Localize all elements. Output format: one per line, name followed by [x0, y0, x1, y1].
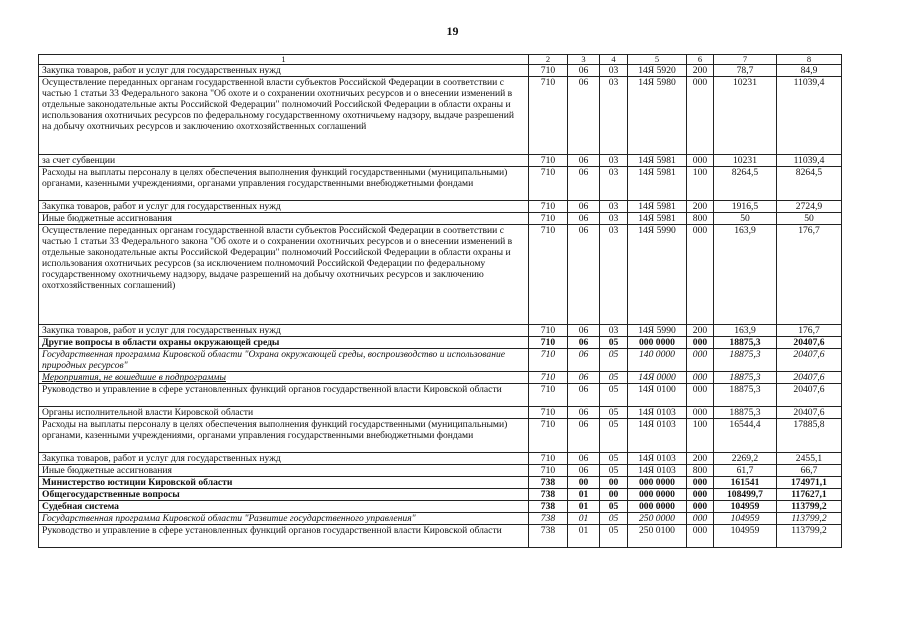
- row-code-section: 06: [568, 337, 600, 349]
- row-code-subsection: 03: [600, 201, 628, 213]
- row-amount-year1: 161541: [714, 477, 777, 489]
- table-row: [39, 167, 842, 201]
- row-amount-year2: 174971,1: [777, 477, 842, 489]
- row-description-text: Расходы на выплаты персоналу в целях обеспечения выполнения функций государственными (муниципальными) органами, казенными учреждениями, органами управления государственными внебюджетными фондами: [42, 167, 508, 189]
- row-amount-year1: 10231: [714, 155, 777, 167]
- row-code-ministry: 710: [529, 213, 568, 225]
- table-row: [39, 155, 842, 167]
- row-code-ministry: 738: [529, 513, 568, 525]
- row-description-text: Другие вопросы в области охраны окружающей среды: [42, 337, 280, 348]
- row-code-target: 000 0000: [628, 501, 687, 513]
- row-description-text: Иные бюджетные ассигнования: [42, 213, 172, 224]
- row-code-target: 14Я 5920: [628, 65, 687, 77]
- row-code-type: 200: [687, 201, 714, 213]
- row-amount-year2: 2455,1: [777, 453, 842, 465]
- row-code-ministry: 710: [529, 419, 568, 453]
- row-description-text: Судебная система: [42, 501, 119, 512]
- row-description-text: Расходы на выплаты персоналу в целях обеспечения выполнения функций государственными (муниципальными) органами, казенными учреждениями, органами управления государственными внебюджетными фондами: [42, 419, 508, 441]
- row-code-subsection: 05: [600, 525, 628, 548]
- table-row: [39, 477, 842, 489]
- row-code-subsection: 05: [600, 372, 628, 384]
- row-amount-year1: 18875,3: [714, 349, 777, 372]
- row-code-type: 000: [687, 501, 714, 513]
- row-description-text: Закупка товаров, работ и услуг для государственных нужд: [42, 201, 281, 212]
- row-code-target: 14Я 5980: [628, 77, 687, 155]
- row-code-ministry: 710: [529, 349, 568, 372]
- table-row: [39, 465, 842, 477]
- table-row: [39, 213, 842, 225]
- row-description-text: Осуществление переданных органам государственной власти субъектов Российской Федерации в соответствии с частью 1 статьи 33 Федерального закона "Об охоте и о сохранении охотничьих ресурсов и о внесении изменений в отдельные законодательные акты Российской Федерации" полномочий Российской Федерации в области охраны и использования охотничьих ресурсов по федеральному государственному охотничьему надзору, выдаче разрешений на добычу охотничьих ресурсов и заключению охотхозяйственных соглашений: [42, 77, 514, 132]
- row-code-type: 000: [687, 337, 714, 349]
- row-code-subsection: 03: [600, 77, 628, 155]
- row-code-type: 000: [687, 77, 714, 155]
- row-amount-year2: 2724,9: [777, 201, 842, 213]
- table-row: [39, 501, 842, 513]
- row-description: [39, 501, 529, 513]
- row-amount-year2: 20407,6: [777, 407, 842, 419]
- row-amount-year2: 20407,6: [777, 337, 842, 349]
- row-code-ministry: 738: [529, 525, 568, 548]
- row-code-section: 06: [568, 349, 600, 372]
- row-code-subsection: 05: [600, 337, 628, 349]
- row-code-section: 06: [568, 325, 600, 337]
- row-amount-year1: 50: [714, 213, 777, 225]
- row-description: [39, 77, 529, 155]
- row-code-target: 14Я 5990: [628, 225, 687, 325]
- row-code-section: 01: [568, 513, 600, 525]
- row-code-subsection: 05: [600, 501, 628, 513]
- row-description-text: Руководство и управление в сфере установленных функций органов государственной власти Кировской области: [42, 525, 502, 536]
- row-description: [39, 213, 529, 225]
- row-code-target: 14Я 0103: [628, 419, 687, 453]
- row-code-type: 000: [687, 407, 714, 419]
- row-code-section: 06: [568, 407, 600, 419]
- row-amount-year1: 8264,5: [714, 167, 777, 201]
- row-description: [39, 225, 529, 325]
- row-amount-year2: 176,7: [777, 325, 842, 337]
- row-code-ministry: 710: [529, 453, 568, 465]
- row-code-type: 000: [687, 384, 714, 407]
- row-description: [39, 453, 529, 465]
- row-amount-year1: 2269,2: [714, 453, 777, 465]
- row-description: [39, 167, 529, 201]
- row-description: [39, 513, 529, 525]
- row-code-type: 000: [687, 349, 714, 372]
- row-code-ministry: 738: [529, 501, 568, 513]
- row-code-ministry: 738: [529, 489, 568, 501]
- row-code-subsection: 00: [600, 477, 628, 489]
- table-row: [39, 525, 842, 548]
- row-description: [39, 349, 529, 372]
- table-row: [39, 384, 842, 407]
- row-amount-year1: 61,7: [714, 465, 777, 477]
- row-description-text: Закупка товаров, работ и услуг для государственных нужд: [42, 325, 281, 336]
- row-code-target: 14Я 5981: [628, 155, 687, 167]
- row-code-ministry: 710: [529, 325, 568, 337]
- row-code-target: 250 0000: [628, 513, 687, 525]
- table-row: [39, 453, 842, 465]
- row-code-section: 00: [568, 477, 600, 489]
- row-amount-year1: 163,9: [714, 325, 777, 337]
- row-amount-year1: 104959: [714, 525, 777, 548]
- row-code-type: 000: [687, 513, 714, 525]
- row-amount-year2: 11039,4: [777, 155, 842, 167]
- row-description: [39, 465, 529, 477]
- row-code-section: 01: [568, 489, 600, 501]
- row-code-type: 200: [687, 453, 714, 465]
- row-description: [39, 419, 529, 453]
- row-code-target: 14Я 0000: [628, 372, 687, 384]
- table-row: [39, 419, 842, 453]
- row-code-ministry: 710: [529, 337, 568, 349]
- column-header: 6: [687, 55, 714, 65]
- column-header: 4: [600, 55, 628, 65]
- table-row: [39, 325, 842, 337]
- table-row: [39, 201, 842, 213]
- row-code-subsection: 05: [600, 513, 628, 525]
- row-code-subsection: 05: [600, 465, 628, 477]
- row-amount-year1: 18875,3: [714, 337, 777, 349]
- column-header: 3: [568, 55, 600, 65]
- row-code-ministry: 710: [529, 384, 568, 407]
- table-row: [39, 77, 842, 155]
- row-code-target: 14Я 0100: [628, 384, 687, 407]
- row-code-ministry: 710: [529, 407, 568, 419]
- row-description: [39, 489, 529, 501]
- row-description-text: Осуществление переданных органам государственной власти субъектов Российской Федерации в соответствии с частью 1 статьи 33 Федерального закона "Об охоте и о сохранении охотничьих ресурсов и о внесении изменений в отдельные законодательные акты Российской Федерации" полномочий Российской Федерации в области охраны и использования охотничьих ресурсов (за исключением полномочий Российской Федерации по федеральному государственному охотничьему надзору, выдаче разрешений на добычу охотничьих ресурсов и заключению охотхозяйственных соглашений): [42, 225, 513, 291]
- row-description: [39, 525, 529, 548]
- row-description: [39, 325, 529, 337]
- column-header: 7: [714, 55, 777, 65]
- row-code-type: 000: [687, 477, 714, 489]
- row-code-type: 000: [687, 155, 714, 167]
- table-row: [39, 225, 842, 325]
- row-code-subsection: 05: [600, 349, 628, 372]
- row-amount-year2: 176,7: [777, 225, 842, 325]
- row-code-type: 200: [687, 65, 714, 77]
- table-body: [39, 55, 842, 548]
- row-code-subsection: 05: [600, 384, 628, 407]
- row-code-ministry: 710: [529, 372, 568, 384]
- row-description: [39, 337, 529, 349]
- row-code-section: 06: [568, 201, 600, 213]
- row-amount-year2: 66,7: [777, 465, 842, 477]
- row-code-section: 06: [568, 372, 600, 384]
- row-code-ministry: 738: [529, 477, 568, 489]
- row-code-subsection: 03: [600, 167, 628, 201]
- table-row: [39, 513, 842, 525]
- row-code-ministry: 710: [529, 155, 568, 167]
- row-description-text: Общегосударственные вопросы: [42, 489, 180, 500]
- row-amount-year1: 78,7: [714, 65, 777, 77]
- row-code-ministry: 710: [529, 77, 568, 155]
- table-row: [39, 372, 842, 384]
- row-amount-year1: 108499,7: [714, 489, 777, 501]
- column-header: 5: [628, 55, 687, 65]
- row-description-text: Государственная программа Кировской области "Охрана окружающей среды, воспроизводство и использование природных ресурсов": [42, 349, 506, 371]
- row-code-section: 06: [568, 384, 600, 407]
- row-code-type: 000: [687, 489, 714, 501]
- row-code-type: 100: [687, 419, 714, 453]
- row-description-text: Органы исполнительной власти Кировской области: [42, 407, 254, 418]
- row-description-text: Иные бюджетные ассигнования: [42, 465, 172, 476]
- row-code-subsection: 05: [600, 453, 628, 465]
- row-amount-year2: 50: [777, 213, 842, 225]
- row-code-subsection: 00: [600, 489, 628, 501]
- table-row: [39, 407, 842, 419]
- column-header: 2: [529, 55, 568, 65]
- row-code-section: 06: [568, 65, 600, 77]
- table-row: [39, 65, 842, 77]
- row-description-text: Государственная программа Кировской области "Развитие государственного управления": [42, 513, 416, 524]
- row-code-subsection: 05: [600, 407, 628, 419]
- row-code-section: 06: [568, 465, 600, 477]
- row-amount-year2: 20407,6: [777, 349, 842, 372]
- row-amount-year1: 16544,4: [714, 419, 777, 453]
- budget-table: [38, 54, 842, 548]
- row-amount-year1: 163,9: [714, 225, 777, 325]
- row-code-type: 200: [687, 325, 714, 337]
- row-code-subsection: 03: [600, 213, 628, 225]
- row-code-type: 800: [687, 213, 714, 225]
- row-code-type: 100: [687, 167, 714, 201]
- row-description-text: Закупка товаров, работ и услуг для государственных нужд: [42, 65, 281, 76]
- row-code-type: 000: [687, 372, 714, 384]
- row-amount-year2: 20407,6: [777, 372, 842, 384]
- row-description-text: Закупка товаров, работ и услуг для государственных нужд: [42, 453, 281, 464]
- row-code-subsection: 03: [600, 65, 628, 77]
- row-description-text: Министерство юстиции Кировской области: [42, 477, 233, 488]
- row-code-type: 800: [687, 465, 714, 477]
- row-code-section: 06: [568, 453, 600, 465]
- row-code-subsection: 03: [600, 325, 628, 337]
- row-code-section: 06: [568, 213, 600, 225]
- table-row: [39, 489, 842, 501]
- row-description: [39, 372, 529, 384]
- row-amount-year1: 18875,3: [714, 407, 777, 419]
- header-row: [39, 55, 842, 65]
- row-code-section: 01: [568, 501, 600, 513]
- row-code-subsection: 03: [600, 225, 628, 325]
- row-description: [39, 155, 529, 167]
- row-amount-year1: 18875,3: [714, 384, 777, 407]
- row-amount-year2: 113799,2: [777, 525, 842, 548]
- row-description: [39, 407, 529, 419]
- row-description-text: Мероприятия, не вошедшие в подпрограммы: [42, 372, 226, 383]
- row-code-ministry: 710: [529, 465, 568, 477]
- row-code-ministry: 710: [529, 201, 568, 213]
- row-code-target: 000 0000: [628, 337, 687, 349]
- table-row: [39, 337, 842, 349]
- row-code-target: 250 0100: [628, 525, 687, 548]
- row-code-section: 06: [568, 77, 600, 155]
- row-code-target: 14Я 5990: [628, 325, 687, 337]
- column-header: 8: [777, 55, 842, 65]
- page-number: 19: [446, 24, 459, 38]
- row-code-target: 140 0000: [628, 349, 687, 372]
- row-code-subsection: 05: [600, 419, 628, 453]
- row-description: [39, 201, 529, 213]
- row-code-section: 06: [568, 419, 600, 453]
- row-code-subsection: 03: [600, 155, 628, 167]
- row-code-target: 000 0000: [628, 489, 687, 501]
- row-code-section: 06: [568, 155, 600, 167]
- row-amount-year2: 84,9: [777, 65, 842, 77]
- row-description-text: Руководство и управление в сфере установленных функций органов государственной власти Кировской области: [42, 384, 502, 395]
- row-amount-year1: 1916,5: [714, 201, 777, 213]
- row-code-target: 14Я 5981: [628, 167, 687, 201]
- row-description: [39, 477, 529, 489]
- row-amount-year1: 18875,3: [714, 372, 777, 384]
- table-row: [39, 349, 842, 372]
- row-code-ministry: 710: [529, 167, 568, 201]
- row-description: [39, 384, 529, 407]
- row-amount-year2: 113799,2: [777, 513, 842, 525]
- row-code-ministry: 710: [529, 65, 568, 77]
- row-amount-year2: 20407,6: [777, 384, 842, 407]
- column-header: 1: [39, 55, 529, 65]
- row-code-target: 14Я 0103: [628, 453, 687, 465]
- row-amount-year2: 17885,8: [777, 419, 842, 453]
- row-amount-year1: 10231: [714, 77, 777, 155]
- row-code-target: 14Я 5981: [628, 213, 687, 225]
- row-amount-year2: 113799,2: [777, 501, 842, 513]
- row-code-target: 000 0000: [628, 477, 687, 489]
- row-amount-year1: 104959: [714, 501, 777, 513]
- row-code-ministry: 710: [529, 225, 568, 325]
- row-code-target: 14Я 0103: [628, 465, 687, 477]
- row-description: [39, 65, 529, 77]
- row-description-text: за счет субвенции: [42, 155, 116, 166]
- row-code-type: 000: [687, 525, 714, 548]
- row-code-section: 06: [568, 167, 600, 201]
- row-amount-year2: 8264,5: [777, 167, 842, 201]
- row-code-target: 14Я 0103: [628, 407, 687, 419]
- row-code-section: 06: [568, 225, 600, 325]
- row-amount-year2: 117627,1: [777, 489, 842, 501]
- row-amount-year1: 104959: [714, 513, 777, 525]
- row-code-section: 01: [568, 525, 600, 548]
- row-amount-year2: 11039,4: [777, 77, 842, 155]
- row-code-target: 14Я 5981: [628, 201, 687, 213]
- row-code-type: 000: [687, 225, 714, 325]
